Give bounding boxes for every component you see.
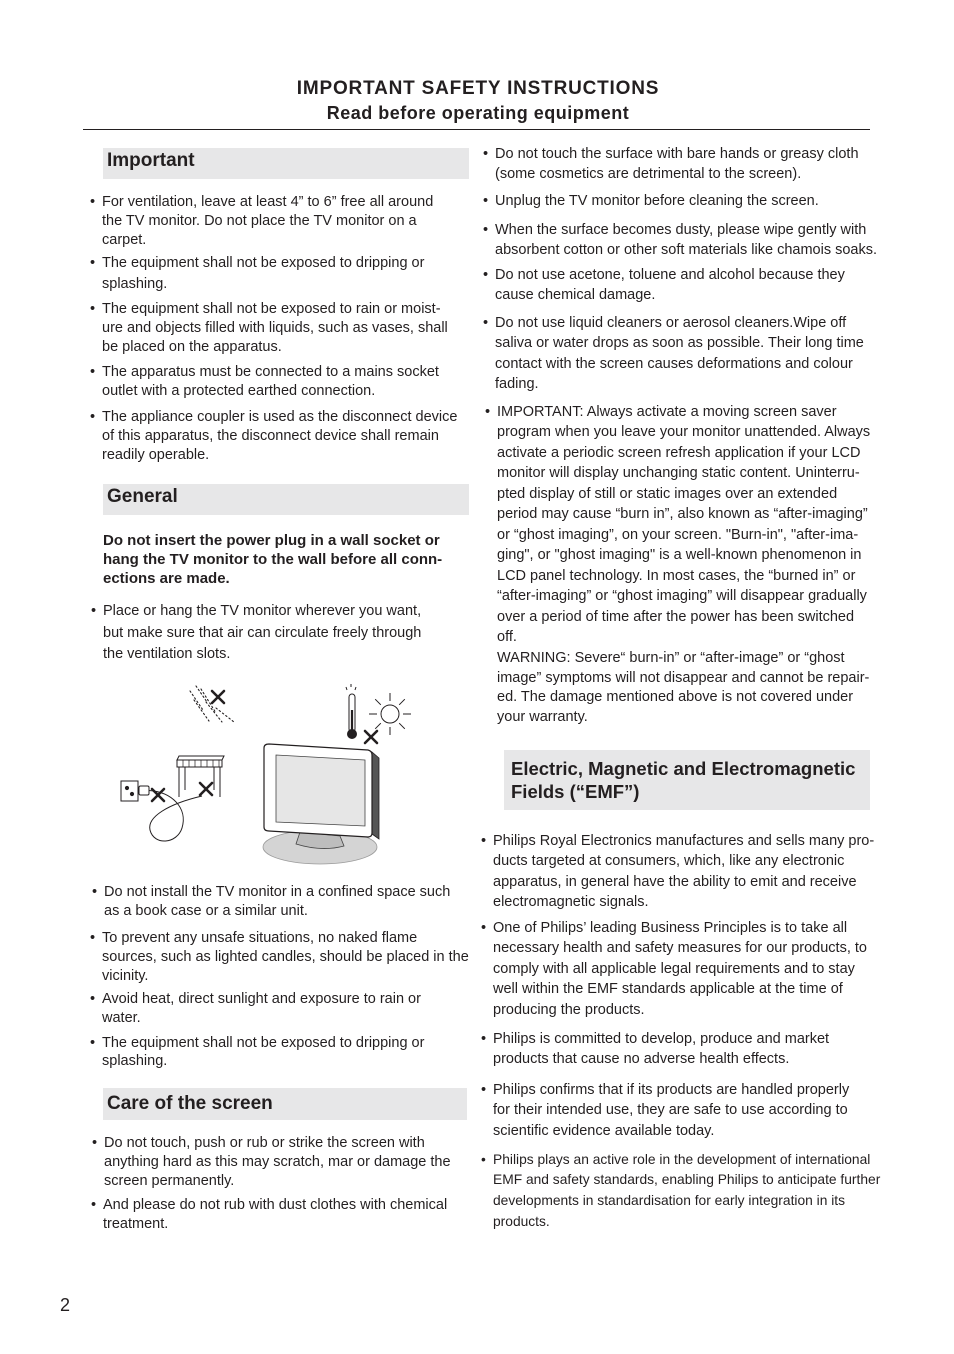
general-notice: Do not insert the power plug in a wall socket or hang the TV monitor to the wall before all conn- ections are made. — [103, 531, 443, 587]
list-item: • The equipment shall not be exposed to dripping or splashing. — [102, 1034, 424, 1070]
monitor-icon — [263, 744, 379, 864]
wall-socket-icon — [121, 781, 138, 801]
sun-icon — [369, 693, 411, 735]
list-item: • When the surface becomes dusty, please wipe gently with absorbent cotton or other soft materials like chamois soaks. — [495, 220, 877, 261]
section-heading-emf: Electric, Magnetic and Electromagnetic Fields (“EMF”) — [504, 750, 870, 810]
list-item: • To prevent any unsafe situations, no naked flame sources, such as lighted candles, should be placed in the vicinity. — [102, 929, 469, 986]
list-item: • Do not touch the surface with bare hands or greasy cloth (some cosmetics are detrimental to the screen). — [495, 144, 859, 185]
list-item: • Unplug the TV monitor before cleaning the screen. — [495, 191, 819, 211]
list-item: • The equipment shall not be exposed to rain or moist- ure and objects filled with liquids, such as vases, shall be placed on the apparatus. — [102, 300, 448, 357]
section-heading-general: General — [103, 484, 469, 515]
page-number: 2 — [60, 1295, 71, 1315]
header-rule — [83, 129, 870, 130]
list-item: • Place or hang the TV monitor wherever you want, but make sure that air can circulate freely through the ventilation slots. — [103, 601, 421, 666]
screen-saver-note: • IMPORTANT: Always activate a moving screen saver program when you leave your monitor unattended. Always activate a periodic screen refresh application if your LCD monitor will display unchanging static content. Uninterru- pted display of still or static images over an extended period may cause “burn in”, also known as “after-imaging” or “ghost imaging”, on your screen. "Burn-in", "after-ima- ging", or "ghost imaging" is a well-known phenomenon in LCD panel technology. In most cases, the “burned in” or “after-imaging” or “ghost imaging” will disappear gradually over a period of time after the power has been switched off. — [497, 402, 870, 648]
cross-mark-icon — [365, 731, 377, 743]
list-item: • Philips plays an active role in the development of international EMF and safety standards, enabling Philips to anticipate further developments in standardisation for early integration in its products. — [493, 1150, 880, 1233]
list-item: • Do not install the TV monitor in a confined space such as a book case or a similar unit. — [104, 883, 450, 921]
list-item: • The apparatus must be connected to a mains socket outlet with a protected earthed connection. — [102, 363, 439, 401]
list-item: • Avoid heat, direct sunlight and exposure to rain or water. — [102, 990, 421, 1028]
table-icon — [177, 756, 224, 797]
list-item: • For ventilation, leave at least 4” to 6” free all around the TV monitor. Do not place the TV monitor on a carpet. — [102, 193, 433, 250]
warning-note: WARNING: Severe“ burn-in” or “after-image” or “ghost image” symptoms will not disappear and cannot be repair- ed. The damage mentioned above is not covered under your warranty. — [497, 650, 870, 725]
list-item: • Philips confirms that if its products are handled properly for their intended use, they are safe to use according to scientific evidence available today. — [493, 1080, 849, 1141]
cross-mark-icon — [152, 789, 164, 801]
page-subtitle: Read before operating equipment — [326, 103, 630, 123]
thermometer-icon — [346, 684, 357, 739]
list-item: • Do not use acetone, toluene and alcohol because they cause chemical damage. — [495, 265, 845, 306]
cross-mark-icon — [200, 783, 212, 795]
plug-cord-icon — [139, 786, 202, 841]
list-item: • One of Philips’ leading Business Principles is to take all necessary health and safety measures for our products, to comply with all applicable legal requirements and to stay well within the EMF standards applicable at the time of producing the products. — [493, 918, 867, 1021]
page-title: IMPORTANT SAFETY INSTRUCTIONS — [296, 78, 660, 99]
cross-mark-icon — [212, 691, 224, 703]
list-item: • And please do not rub with dust clothes with chemical treatment. — [103, 1196, 447, 1234]
ventilation-illustration — [110, 680, 420, 870]
list-item: • Philips is committed to develop, produce and market products that cause no adverse health effects. — [493, 1029, 829, 1070]
section-heading-care-of-screen: Care of the screen — [103, 1088, 467, 1120]
list-item: • The appliance coupler is used as the disconnect device of this apparatus, the disconnect device shall remain readily operable. — [102, 408, 457, 465]
list-item: • Do not touch, push or rub or strike the screen with anything hard as this may scratch, mar or damage the screen permanently. — [104, 1134, 451, 1191]
list-item: • The equipment shall not be exposed to dripping or splashing. — [102, 253, 424, 295]
list-item: • Do not use liquid cleaners or aerosol cleaners.Wipe off saliva or water drops as soon as possible. Their long time contact with the screen causes deformations and colour fading. — [495, 313, 864, 395]
section-heading-important: Important — [103, 148, 469, 179]
list-item: • Philips Royal Electronics manufactures and sells many pro- ducts targeted at consumers, which, like any electronic apparatus, in general have the ability to emit and receive electromagnetic signals. — [493, 831, 874, 913]
